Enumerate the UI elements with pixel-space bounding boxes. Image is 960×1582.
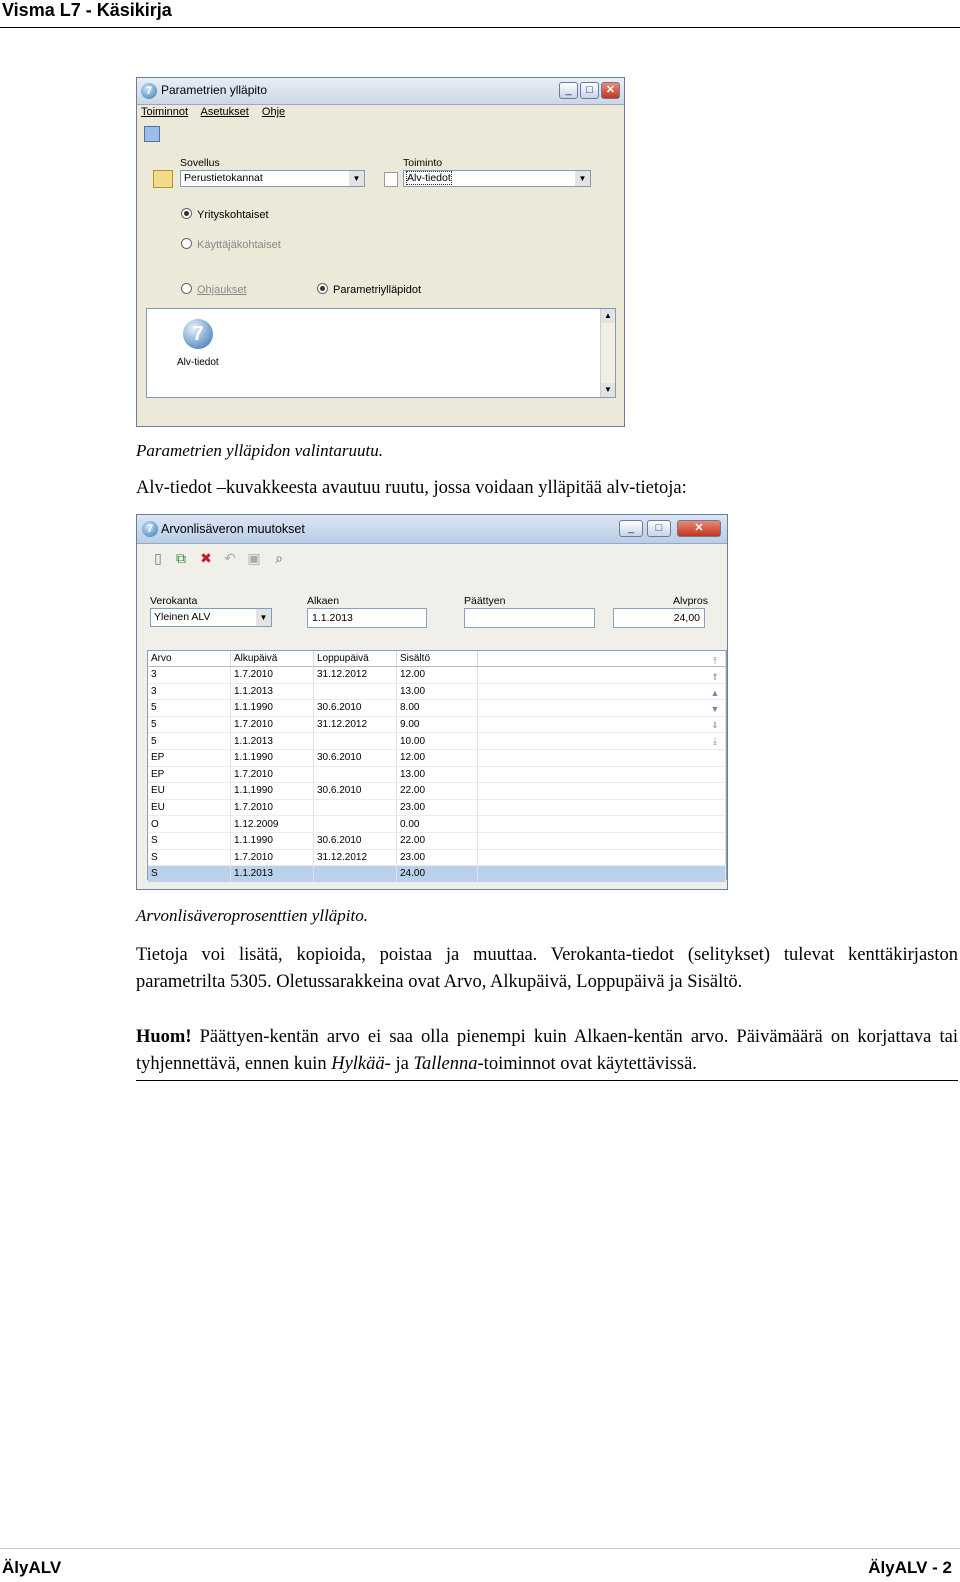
cell-alkupaiva: 1.7.2010 [231, 667, 314, 684]
close-button[interactable]: ✕ [601, 82, 620, 99]
cell-arvo: 5 [148, 733, 231, 750]
note-label: Huom! [136, 1027, 192, 1047]
intro-text: Alv-tiedot –kuvakkeesta avautuu ruutu, jossa voidaan ylläpitää alv-tietoja: [136, 478, 687, 498]
app-logo-icon: 7 [141, 83, 157, 99]
chevron-down-icon[interactable]: ▼ [575, 171, 590, 186]
cell-filler [478, 683, 726, 700]
page-up-icon[interactable]: ⇑ [711, 672, 719, 682]
cell-filler [478, 667, 726, 684]
column-arvo[interactable]: Arvo [148, 651, 231, 667]
cell-sisalto: 8.00 [397, 700, 478, 717]
copy-icon[interactable]: ⧉ [176, 550, 186, 566]
table-row[interactable] [148, 799, 726, 816]
cell-loppupaiva [314, 816, 397, 833]
radio-yrityskohtaiset[interactable] [181, 208, 269, 221]
footer-rule [0, 1548, 960, 1549]
caption-parameter-window: Parametrien ylläpidon valintaruutu. [136, 441, 383, 460]
column-loppupaiva[interactable]: Loppupäivä [314, 651, 397, 667]
toiminto-value: Alv-tiedot [407, 172, 451, 184]
radio-ohjaukset[interactable] [181, 283, 247, 296]
alkaen-input[interactable]: 1.1.2013 [307, 608, 427, 628]
cell-loppupaiva [314, 766, 397, 783]
footer-right: ÄlyALV - 2 [868, 1558, 952, 1577]
chevron-down-icon[interactable]: ▼ [256, 609, 271, 626]
undo-icon[interactable]: ↶ [224, 550, 236, 566]
cell-sisalto: 22.00 [397, 832, 478, 849]
cell-sisalto: 12.00 [397, 749, 478, 766]
chevron-down-icon[interactable]: ▼ [349, 171, 364, 186]
cell-loppupaiva: 30.6.2010 [314, 749, 397, 766]
column-sisalto[interactable]: Sisältö [397, 651, 478, 667]
radio-label: Ohjaukset [197, 284, 247, 296]
grid-navigation [708, 653, 722, 749]
cell-arvo: 3 [148, 667, 231, 684]
header-rule [0, 27, 960, 28]
cell-alkupaiva: 1.1.1990 [231, 832, 314, 849]
list-item-alv-tiedot[interactable] [177, 319, 227, 374]
save-icon[interactable]: ▣ [247, 550, 261, 566]
vat-rate-table [148, 651, 726, 883]
table-row[interactable] [148, 832, 726, 849]
toiminto-select[interactable] [403, 170, 591, 187]
cell-sisalto: 24.00 [397, 866, 478, 883]
table-row[interactable] [148, 766, 726, 783]
vat-rate-grid [147, 650, 727, 880]
list-item-label: Alv-tiedot [177, 357, 219, 368]
paragraph-note [136, 1024, 958, 1081]
maximize-button[interactable]: □ [580, 82, 599, 99]
cell-sisalto: 9.00 [397, 716, 478, 733]
sovellus-select[interactable] [180, 170, 365, 187]
table-row[interactable] [148, 716, 726, 733]
table-row[interactable] [148, 866, 726, 883]
sovellus-value: Perustietokannat [184, 172, 263, 184]
cell-alkupaiva: 1.7.2010 [231, 716, 314, 733]
paattyen-input[interactable] [464, 608, 595, 628]
alvpros-label: Alvpros [673, 595, 709, 607]
scroll-down-icon[interactable]: ▼ [601, 383, 615, 397]
sovellus-label: Sovellus [180, 157, 220, 169]
menu-toiminnot[interactable]: Toiminnot [141, 106, 189, 118]
function-list [146, 308, 616, 398]
close-button[interactable]: ✕ [677, 520, 721, 537]
cell-filler [478, 849, 726, 866]
cell-filler [478, 700, 726, 717]
cell-alkupaiva: 1.12.2009 [231, 816, 314, 833]
alkaen-label: Alkaen [307, 595, 340, 607]
radio-label: Yrityskohtaiset [197, 209, 269, 221]
radio-parametriyllapidot[interactable] [317, 283, 421, 296]
cell-alkupaiva: 1.7.2010 [231, 849, 314, 866]
cell-sisalto: 13.00 [397, 683, 478, 700]
cell-alkupaiva: 1.1.2013 [231, 866, 314, 883]
column-alkupaiva[interactable]: Alkupäivä [231, 651, 314, 667]
list-scrollbar[interactable] [600, 309, 615, 397]
cell-sisalto: 23.00 [397, 799, 478, 816]
cell-arvo: EU [148, 783, 231, 800]
footer-left: ÄlyALV [2, 1558, 62, 1577]
cell-alkupaiva: 1.7.2010 [231, 766, 314, 783]
note-hylkaa: Hylkää [331, 1054, 385, 1074]
move-bottom-icon[interactable]: ⤓ [713, 736, 717, 746]
cell-arvo: EP [148, 766, 231, 783]
paragraph-info: Tietoja voi lisätä, kopioida, poistaa ja muuttaa. Verokanta-tiedot (selitykset) tulevat kenttäkirjaston parametrilta 5305. Oletussarakkeina ovat Arvo, Alkupäivä, Loppupäivä ja Sisältö. [136, 945, 958, 992]
folder-icon [153, 170, 173, 188]
cell-arvo: S [148, 849, 231, 866]
cell-sisalto: 22.00 [397, 783, 478, 800]
table-row[interactable] [148, 783, 726, 800]
cell-sisalto: 13.00 [397, 766, 478, 783]
note-text-2: - ja [384, 1054, 414, 1074]
radio-label: Käyttäjäkohtaiset [197, 239, 281, 251]
table-row[interactable] [148, 849, 726, 866]
move-down-icon[interactable]: ▼ [710, 704, 720, 714]
paattyen-label: Päättyen [464, 595, 506, 607]
radio-label: Parametriylläpidot [333, 284, 422, 296]
cell-arvo: 5 [148, 716, 231, 733]
move-up-icon[interactable]: ▲ [710, 688, 720, 698]
minimize-button[interactable]: _ [619, 520, 643, 537]
cell-alkupaiva: 1.1.1990 [231, 783, 314, 800]
note-tallenna: Tallenna [413, 1054, 478, 1074]
maximize-button[interactable]: □ [647, 520, 671, 537]
cell-sisalto: 10.00 [397, 733, 478, 750]
cell-alkupaiva: 1.7.2010 [231, 799, 314, 816]
cell-loppupaiva [314, 866, 397, 883]
cell-alkupaiva: 1.1.2013 [231, 733, 314, 750]
cell-loppupaiva: 30.6.2010 [314, 783, 397, 800]
document-header: Visma L7 - Käsikirja [2, 0, 172, 20]
cell-sisalto: 12.00 [397, 667, 478, 684]
alv-tiedot-icon: 7 [183, 319, 213, 349]
verokanta-label: Verokanta [150, 595, 198, 607]
note-text-1: Päättyen-kentän arvo ei saa olla pienempi kuin Alkaen-kentän arvo. Päivämäärä on korjattava tai tyhjennettävä, ennen kuin [136, 1027, 958, 1074]
radio-indicator [181, 208, 192, 219]
parameter-maintenance-window [136, 77, 625, 427]
delete-icon[interactable]: ✖ [200, 550, 212, 566]
vat-changes-window [136, 514, 728, 890]
document-icon [384, 172, 398, 187]
cell-filler [478, 832, 726, 849]
table-row[interactable] [148, 683, 726, 700]
verokanta-select[interactable] [150, 608, 272, 627]
cell-arvo: EU [148, 799, 231, 816]
cell-filler [478, 866, 726, 883]
table-header-row [148, 651, 726, 667]
cell-loppupaiva: 31.12.2012 [314, 667, 397, 684]
cell-filler [478, 783, 726, 800]
cell-loppupaiva: 31.12.2012 [314, 849, 397, 866]
cell-loppupaiva [314, 799, 397, 816]
cell-arvo: O [148, 816, 231, 833]
cell-alkupaiva: 1.1.1990 [231, 700, 314, 717]
toiminto-label: Toiminto [403, 157, 443, 169]
table-row[interactable] [148, 816, 726, 833]
app-logo-icon: 7 [142, 521, 158, 537]
verokanta-value: Yleinen ALV [154, 611, 211, 623]
note-text-3: -toiminnot ovat käytettävissä. [477, 1054, 697, 1074]
cell-loppupaiva [314, 683, 397, 700]
window-title: Parametrien ylläpito [161, 83, 268, 97]
cell-arvo: 3 [148, 683, 231, 700]
cell-loppupaiva: 30.6.2010 [314, 832, 397, 849]
search-icon[interactable]: ⌕ [275, 550, 283, 566]
cell-alkupaiva: 1.1.2013 [231, 683, 314, 700]
cell-filler [478, 816, 726, 833]
caption-vat-window: Arvonlisäveroprosenttien ylläpito. [136, 906, 368, 925]
cell-arvo: S [148, 832, 231, 849]
table-row[interactable] [148, 733, 726, 750]
cell-filler [478, 733, 726, 750]
cell-filler [478, 766, 726, 783]
scroll-up-icon[interactable]: ▲ [601, 309, 615, 323]
column-filler [478, 651, 726, 667]
search-icon[interactable] [144, 126, 160, 142]
cell-alkupaiva: 1.1.1990 [231, 749, 314, 766]
table-row[interactable] [148, 700, 726, 717]
menu-asetukset[interactable]: Asetukset [200, 106, 249, 118]
radio-indicator [181, 283, 192, 294]
table-row[interactable] [148, 667, 726, 684]
cell-filler [478, 799, 726, 816]
cell-filler [478, 749, 726, 766]
minimize-button[interactable]: _ [559, 82, 578, 99]
cell-arvo: 5 [148, 700, 231, 717]
table-row[interactable] [148, 749, 726, 766]
cell-sisalto: 0.00 [397, 816, 478, 833]
radio-kayttajakohtaiset[interactable] [181, 238, 281, 251]
page-down-icon[interactable]: ⇓ [711, 720, 719, 730]
menu-bar [141, 106, 295, 118]
menu-ohje[interactable]: Ohje [261, 106, 286, 118]
cell-loppupaiva: 30.6.2010 [314, 700, 397, 717]
cell-arvo: EP [148, 749, 231, 766]
radio-indicator [181, 238, 192, 249]
new-icon[interactable]: ▯ [154, 550, 162, 566]
radio-indicator [317, 283, 328, 294]
window-titlebar[interactable] [137, 78, 624, 105]
cell-filler [478, 716, 726, 733]
cell-loppupaiva: 31.12.2012 [314, 716, 397, 733]
alvpros-input[interactable]: 24,00 [613, 608, 705, 628]
cell-loppupaiva [314, 733, 397, 750]
move-top-icon[interactable]: ⤒ [713, 656, 717, 666]
window-titlebar[interactable] [137, 515, 727, 544]
cell-arvo: S [148, 866, 231, 883]
window-title: Arvonlisäveron muutokset [161, 522, 305, 536]
cell-sisalto: 23.00 [397, 849, 478, 866]
